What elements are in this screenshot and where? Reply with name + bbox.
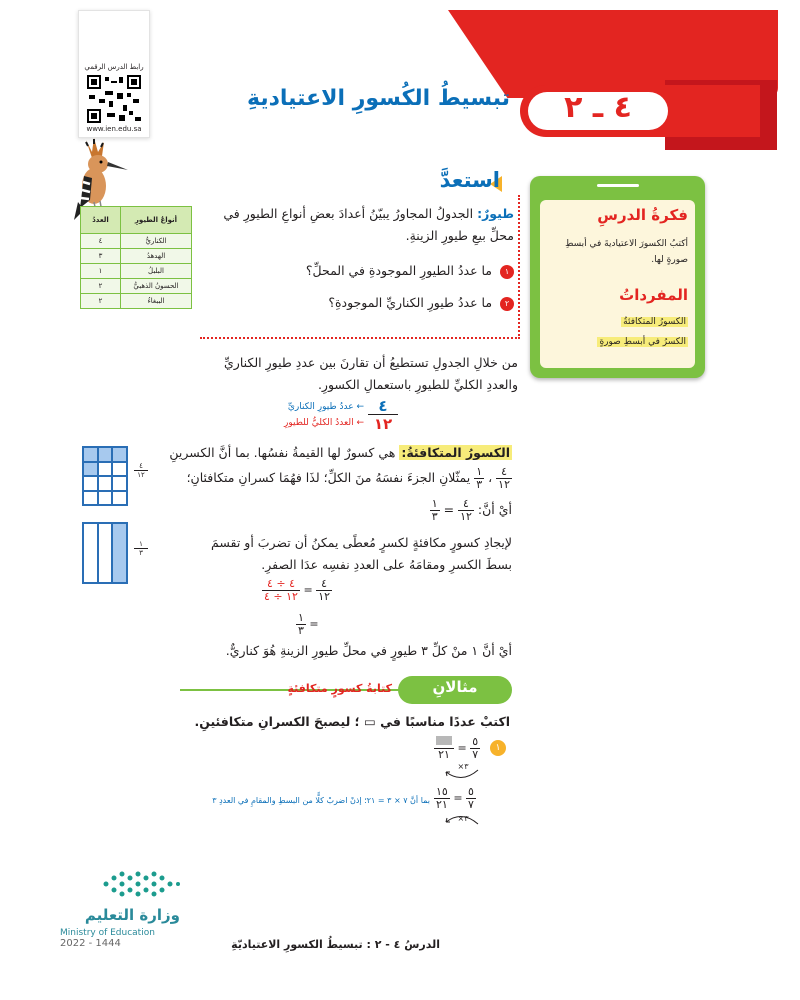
denominator-label-text: العددُ الكليُّ للطيورِ <box>284 418 354 428</box>
equals-sign: = <box>303 583 313 597</box>
equivalent-definition <box>150 442 512 464</box>
compare-fraction <box>368 398 398 433</box>
left-arrow-icon: ← <box>353 402 364 412</box>
footer-lesson-title: الدرسُ ٤ - ٢ : تبسيطُ الكسورِ الاعتياديّةِ <box>231 938 440 951</box>
example-subtitle: كتابةُ كسورٍ متكافئةٍ <box>287 682 392 695</box>
lesson-idea-text: أكتبُ الكسورَ الاعتياديةَ في أبسطِ صورةٍ لها. <box>565 239 688 265</box>
lesson-idea-heading: فكرةُ الدرسِ <box>597 206 688 224</box>
denominator: ٧ <box>468 798 474 811</box>
grid-cell <box>112 491 127 506</box>
equals-sign: = <box>453 791 463 805</box>
numerator: ١٥ <box>436 785 448 798</box>
numerator: ٤ <box>316 578 332 591</box>
example-instruction: اكتبْ عددًا مناسبًا في ▭ ؛ ليصبحَ الكسرانِ متكافئينِ. <box>194 714 510 729</box>
table-cell: الهدهدُ <box>121 249 192 264</box>
numerator: ٤ <box>458 498 474 511</box>
equivalent-line-3-row <box>150 498 512 523</box>
numerator: ٥ <box>472 735 479 748</box>
lesson-number: ٤ ـ ٢ <box>564 90 632 125</box>
numerator: ١ <box>476 465 483 478</box>
grid-cell <box>112 476 127 491</box>
compare-denominator: ١٢ <box>373 415 393 433</box>
fraction <box>496 466 512 491</box>
explore-question-2 <box>206 292 514 314</box>
denominator: ٣ <box>431 510 438 523</box>
ministry-name-arabic: وزارة التعليم <box>84 906 180 924</box>
equivalent-line-2: يمثّلانِ الجزءَ نفسَهُ منَ الكلِّ؛ لذَا فهُمَا كسرانِ متكافئانِ؛ <box>186 470 471 485</box>
fraction <box>434 736 454 761</box>
grid-cell <box>98 447 113 462</box>
numerator: ١ <box>134 540 148 549</box>
side-panel-tab <box>597 184 639 187</box>
grid-cell <box>98 462 113 477</box>
denominator: ٣ <box>298 624 304 637</box>
table-row <box>81 279 192 294</box>
qr-caption: رابط الدرس الرقمي <box>84 63 144 71</box>
vocabulary-heading: المفرداتُ <box>619 286 688 304</box>
qr-code-icon[interactable] <box>87 75 141 123</box>
vocab-item[interactable]: الكسورُ المتكافئةُ <box>623 317 686 327</box>
table-cell: ١ <box>81 264 121 279</box>
denominator: ٧ <box>472 748 479 761</box>
lesson-title: تبسيطُ الكُسورِ الاعتياديةِ <box>247 86 510 111</box>
explore-question-1 <box>206 260 514 282</box>
curved-arrow-icon <box>440 768 484 784</box>
denominator: ٢١ <box>438 748 450 761</box>
find-equivalent-text: لإيجادِ كسورٍ مكافئةٍ لكسرٍ مُعطًى يمكنُ أن تضربَ أو تقسمَ بسطَ الكسرِ ومقامَهُ على العددِ نفسِه عدَا الصفرِ. <box>211 535 512 572</box>
vocab-list <box>548 314 688 350</box>
division-work <box>262 578 352 603</box>
table-row <box>81 294 192 309</box>
twelfths-label <box>134 462 148 479</box>
question-text: ما عددُ الطيورِ الموجودةِ في المحلِّ؟ <box>305 263 493 278</box>
example-equation <box>434 736 490 761</box>
qr-card[interactable] <box>78 10 150 138</box>
footer-year: 2022 - 1444 <box>60 938 121 949</box>
vocab-item[interactable]: الكسرُ في أبسطِ صورةٍ <box>599 337 686 347</box>
denominator: ٣ <box>139 549 143 557</box>
table-cell: الحسونُ الذهبيُّ <box>121 279 192 294</box>
equivalent-line-3: أيْ أنَّ: <box>477 502 512 517</box>
question-number-badge: ٢ <box>500 297 514 311</box>
numerator-label <box>240 402 364 412</box>
table-header: العددُ <box>81 207 121 234</box>
grid-cell <box>83 447 98 462</box>
question-text: ما عددُ طيورِ الكناريِّ الموجودةِ؟ <box>328 295 493 310</box>
table-cell: الببغاءُ <box>121 294 192 309</box>
grid-cell <box>83 491 98 506</box>
grid-cell <box>98 476 113 491</box>
table-cell: الكناريُّ <box>121 234 192 249</box>
fraction <box>434 786 450 811</box>
grid-cell <box>112 447 127 462</box>
grid-cell <box>98 491 113 506</box>
explore-title: استعدَّ <box>439 168 500 192</box>
example-solution <box>434 786 490 811</box>
fraction <box>430 498 440 523</box>
numerator: ٤ <box>134 462 148 471</box>
numerator-label-text: عددُ طيورِ الكناريِّ <box>287 402 354 412</box>
numerator: ٤ ÷ ٤ <box>262 578 300 591</box>
table-header: أنواعُ الطيورِ <box>121 207 192 234</box>
fraction <box>262 578 300 603</box>
grid-cell <box>112 523 127 583</box>
table-row <box>81 264 192 279</box>
grid-cell <box>83 462 98 477</box>
denominator: ٣ <box>476 478 483 491</box>
example-label: مثالانِ <box>432 678 478 696</box>
table-cell: البلبلُ <box>121 264 192 279</box>
fraction <box>458 498 474 523</box>
denominator: ٢١ <box>436 798 448 811</box>
table-header-row <box>81 207 192 234</box>
thirds-grid <box>82 522 128 584</box>
table-cell: ٢ <box>81 294 121 309</box>
equivalent-line-2-row <box>150 466 512 491</box>
ministry-logo-icon <box>96 864 186 904</box>
multiply-marker-bottom <box>448 814 478 823</box>
separator: ، <box>488 470 493 485</box>
division-result <box>296 612 356 637</box>
denominator: ١٢ <box>498 478 510 491</box>
example-number-badge: ١ <box>490 740 506 756</box>
fraction <box>296 612 306 637</box>
compare-text: من خلالِ الجدولِ تستطيعُ أن تقارنَ بين عددِ طيورِ الكناريِّ والعددِ الكليِّ للطيورِ باستعمالِ الكسورِ. <box>224 355 518 392</box>
fraction <box>316 578 332 603</box>
bird-count-table <box>80 206 192 309</box>
equivalent-line-1: هي كسورٌ لها القيمةُ نفسُها. بما أنَّ الكسرينِ <box>169 445 396 460</box>
thirds-label <box>134 540 148 557</box>
explore-intro-text: الجدولُ المجاورُ يبيّنُ أعدادَ بعضِ أنواعِ الطيورِ في محلِّ بيعِ طيورِ الزينةِ. <box>223 206 514 243</box>
table-cell: ٤ <box>81 234 121 249</box>
multiplier-label: ×٣ <box>457 814 469 823</box>
multiplier-label: ×٣ <box>457 762 469 771</box>
numerator: ٤ <box>496 466 512 479</box>
table-cell: ٣ <box>81 249 121 264</box>
twelfths-grid <box>82 446 128 506</box>
denominator: ١٢ <box>460 510 472 523</box>
fraction <box>470 736 480 761</box>
table-row <box>81 234 192 249</box>
equivalent-term: الكسورُ المتكافئةُ: <box>401 445 510 460</box>
grid-cell <box>83 523 98 583</box>
question-number-badge: ١ <box>500 265 514 279</box>
table-row <box>81 249 192 264</box>
grid-cell <box>98 523 113 583</box>
example-explanation: بما أنَّ ٧ × ٣ = ٢١؛ إذنْ اضربْ كلًّا من البسطِ والمقامِ في العددِ ٣ <box>212 796 430 805</box>
numerator: ١ <box>298 611 304 624</box>
ministry-name-english: Ministry of Education <box>60 928 155 938</box>
denominator-label <box>240 418 364 428</box>
equals-sign: = <box>457 741 467 755</box>
explore-label: طيورٌ: <box>477 206 514 221</box>
numerator: ١ <box>431 497 438 510</box>
grid-cell <box>83 476 98 491</box>
denominator: ١٢ ÷ ٤ <box>264 590 298 603</box>
table-cell: ٢ <box>81 279 121 294</box>
numerator: ٥ <box>468 785 474 798</box>
qr-url[interactable]: www.ien.edu.sa <box>86 125 142 133</box>
denominator: ١٢ <box>318 590 331 603</box>
explore-intro <box>206 203 514 247</box>
fraction <box>474 466 484 491</box>
compare-numerator: ٤ <box>368 398 398 415</box>
grid-cell <box>112 462 127 477</box>
left-arrow-icon: ← <box>353 418 364 428</box>
denominator: ١٢ <box>137 471 145 479</box>
equals-sign: = <box>443 502 455 517</box>
equals-sign: = <box>309 617 319 631</box>
fraction <box>466 786 476 811</box>
find-conclusion: أيْ أنَّ ١ منْ كلِّ ٣ طيورٍ في محلِّ طيورِ الزينةِ هُوَ كناريٌّ. <box>225 643 512 658</box>
